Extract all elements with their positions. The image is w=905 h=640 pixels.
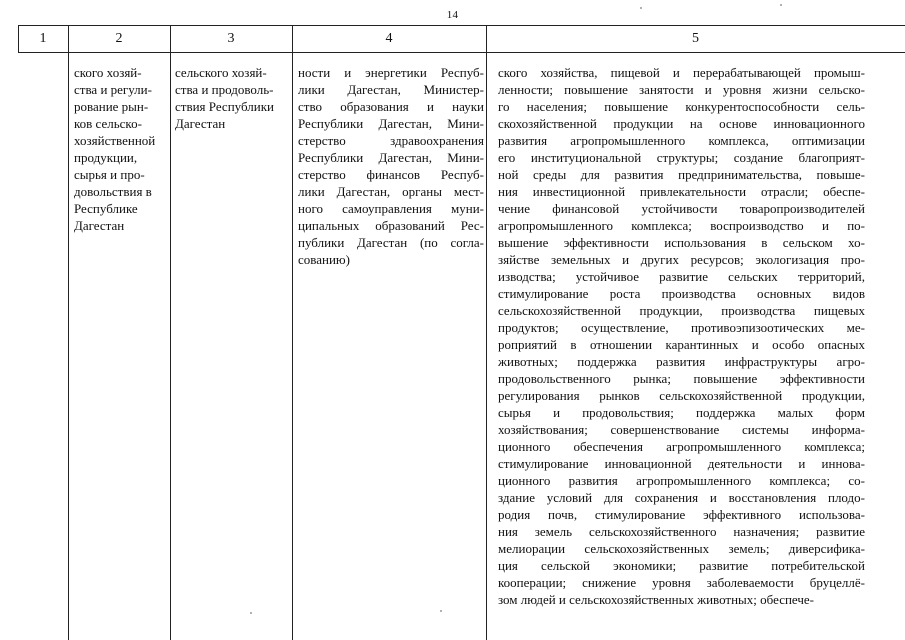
cell-col-4 <box>298 64 484 268</box>
text-line: довольствия в <box>74 184 152 199</box>
text-line: продукции, <box>74 150 138 165</box>
text-line: хозяйствования; совершенствование системы информа- <box>498 422 865 437</box>
text-line: чение финансовой устойчивости товаропроизводителей <box>498 201 865 216</box>
text-line: ция сельской экономики; развитие потребительской <box>498 558 865 573</box>
text-line: ния земель сельскохозяйственного назначения; развитие <box>498 524 865 539</box>
text-line: продовольственного рынка; повышение эффективности <box>498 371 865 386</box>
text-line: его институциональной структуры; создание благоприят- <box>498 150 865 165</box>
text-line: роприятий в отношении карантинных и особо опасных <box>498 337 865 352</box>
scan-speck <box>640 7 642 9</box>
cell-col-5 <box>498 64 865 608</box>
text-line: го населения; повышение конкурентоспособности сель- <box>498 99 865 114</box>
scan-speck <box>250 612 252 614</box>
text-line: сованию) <box>298 252 350 267</box>
page-number: 14 <box>446 9 459 21</box>
text-line: публики Дагестан (по согла- <box>298 235 484 250</box>
text-line: ципальных образований Рес- <box>298 218 484 233</box>
text-line: лики Дагестан, Министер- <box>298 82 484 97</box>
header-col-3: 3 <box>227 31 235 46</box>
text-line: ства и продоволь- <box>175 82 274 97</box>
text-line: ционного развития агропромышленного комплекса; со- <box>498 473 865 488</box>
text-line: животных; поддержка развития инфраструктуры агро- <box>498 354 865 369</box>
text-line: Республики Дагестан, Мини- <box>298 150 484 165</box>
text-line: ства и регули- <box>74 82 152 97</box>
header-bottom-border <box>18 52 905 53</box>
text-line: Республике <box>74 201 138 216</box>
column-divider <box>170 25 171 640</box>
text-line: ной среды для развития предпринимательства, повыше- <box>498 167 865 182</box>
text-line: скохозяйственной продукции на основе инновационного <box>498 116 865 131</box>
column-divider <box>486 25 487 640</box>
text-line: ского хозяй- <box>74 65 142 80</box>
column-divider <box>68 25 69 640</box>
header-col-4: 4 <box>385 31 393 46</box>
text-line: стерство здравоохранения <box>298 133 484 148</box>
text-line: агропромышленного комплекса; воспроизводство и по- <box>498 218 865 233</box>
text-line: ционного обеспечения агропромышленного комплекса; <box>498 439 865 454</box>
text-line: зяйстве земельных и других ресурсов; экологизация про- <box>498 252 865 267</box>
text-line: развития агропромышленного комплекса, оптимизации <box>498 133 865 148</box>
text-line: стимулирование роста производства основных видов <box>498 286 865 301</box>
text-line: ство образования и науки <box>298 99 484 114</box>
text-line: регулирования рынков сельскохозяйственной продукции, <box>498 388 865 403</box>
text-line: Дагестан <box>74 218 125 233</box>
text-line: стерство финансов Респуб- <box>298 167 484 182</box>
text-line: продуктов; осуществление, противоэпизоотических ме- <box>498 320 865 335</box>
text-line: рование рын- <box>74 99 149 114</box>
program-table <box>18 25 905 640</box>
cell-col-2 <box>74 64 168 234</box>
text-line: изводства; устойчивое развитие сельских территорий, <box>498 269 865 284</box>
text-line: мелиорации сельскохозяйственных земель; диверсифика- <box>498 541 865 556</box>
scan-speck <box>780 4 782 6</box>
text-line: Республики Дагестан, Мини- <box>298 116 484 131</box>
text-line: ленности; повышение занятости и уровня жизни сельско- <box>498 82 865 97</box>
text-line: ков сельско- <box>74 116 142 131</box>
text-line: сырья и про- <box>74 167 145 182</box>
header-col-1: 1 <box>39 31 47 46</box>
text-line: здание условий для сохранения и восстановления плодо- <box>498 490 865 505</box>
header-col-2: 2 <box>115 31 123 46</box>
text-line: лики Дагестан, органы мест- <box>298 184 484 199</box>
text-line: хозяйственной <box>74 133 156 148</box>
text-line: сельскохозяйственной продукции, производства пищевых <box>498 303 865 318</box>
text-line: родия почв, стимулирование эффективного использова- <box>498 507 865 522</box>
text-line: ского хозяйства, пищевой и перерабатывающей промыш- <box>498 65 865 80</box>
text-line: сырья и продовольствия; поддержка малых форм <box>498 405 865 420</box>
text-line: вышение эффективности использования в сельском хо- <box>498 235 865 250</box>
text-line: сельского хозяй- <box>175 65 267 80</box>
text-line: ного самоуправления муни- <box>298 201 484 216</box>
text-line: ния инвестиционной привлекательности отрасли; обеспе- <box>498 184 865 199</box>
text-line: стимулирование инновационной деятельности и иннова- <box>498 456 865 471</box>
text-line: Дагестан <box>175 116 226 131</box>
text-line: зом людей и сельскохозяйственных животных; обеспече- <box>498 592 814 607</box>
scan-speck <box>440 610 442 612</box>
cell-col-3 <box>175 64 295 132</box>
text-line: ности и энергетики Респуб- <box>298 65 484 80</box>
text-line: ствия Республики <box>175 99 274 114</box>
header-col-5: 5 <box>692 31 699 46</box>
text-line: кооперации; снижение уровня заболеваемости бруцеллё- <box>498 575 865 590</box>
